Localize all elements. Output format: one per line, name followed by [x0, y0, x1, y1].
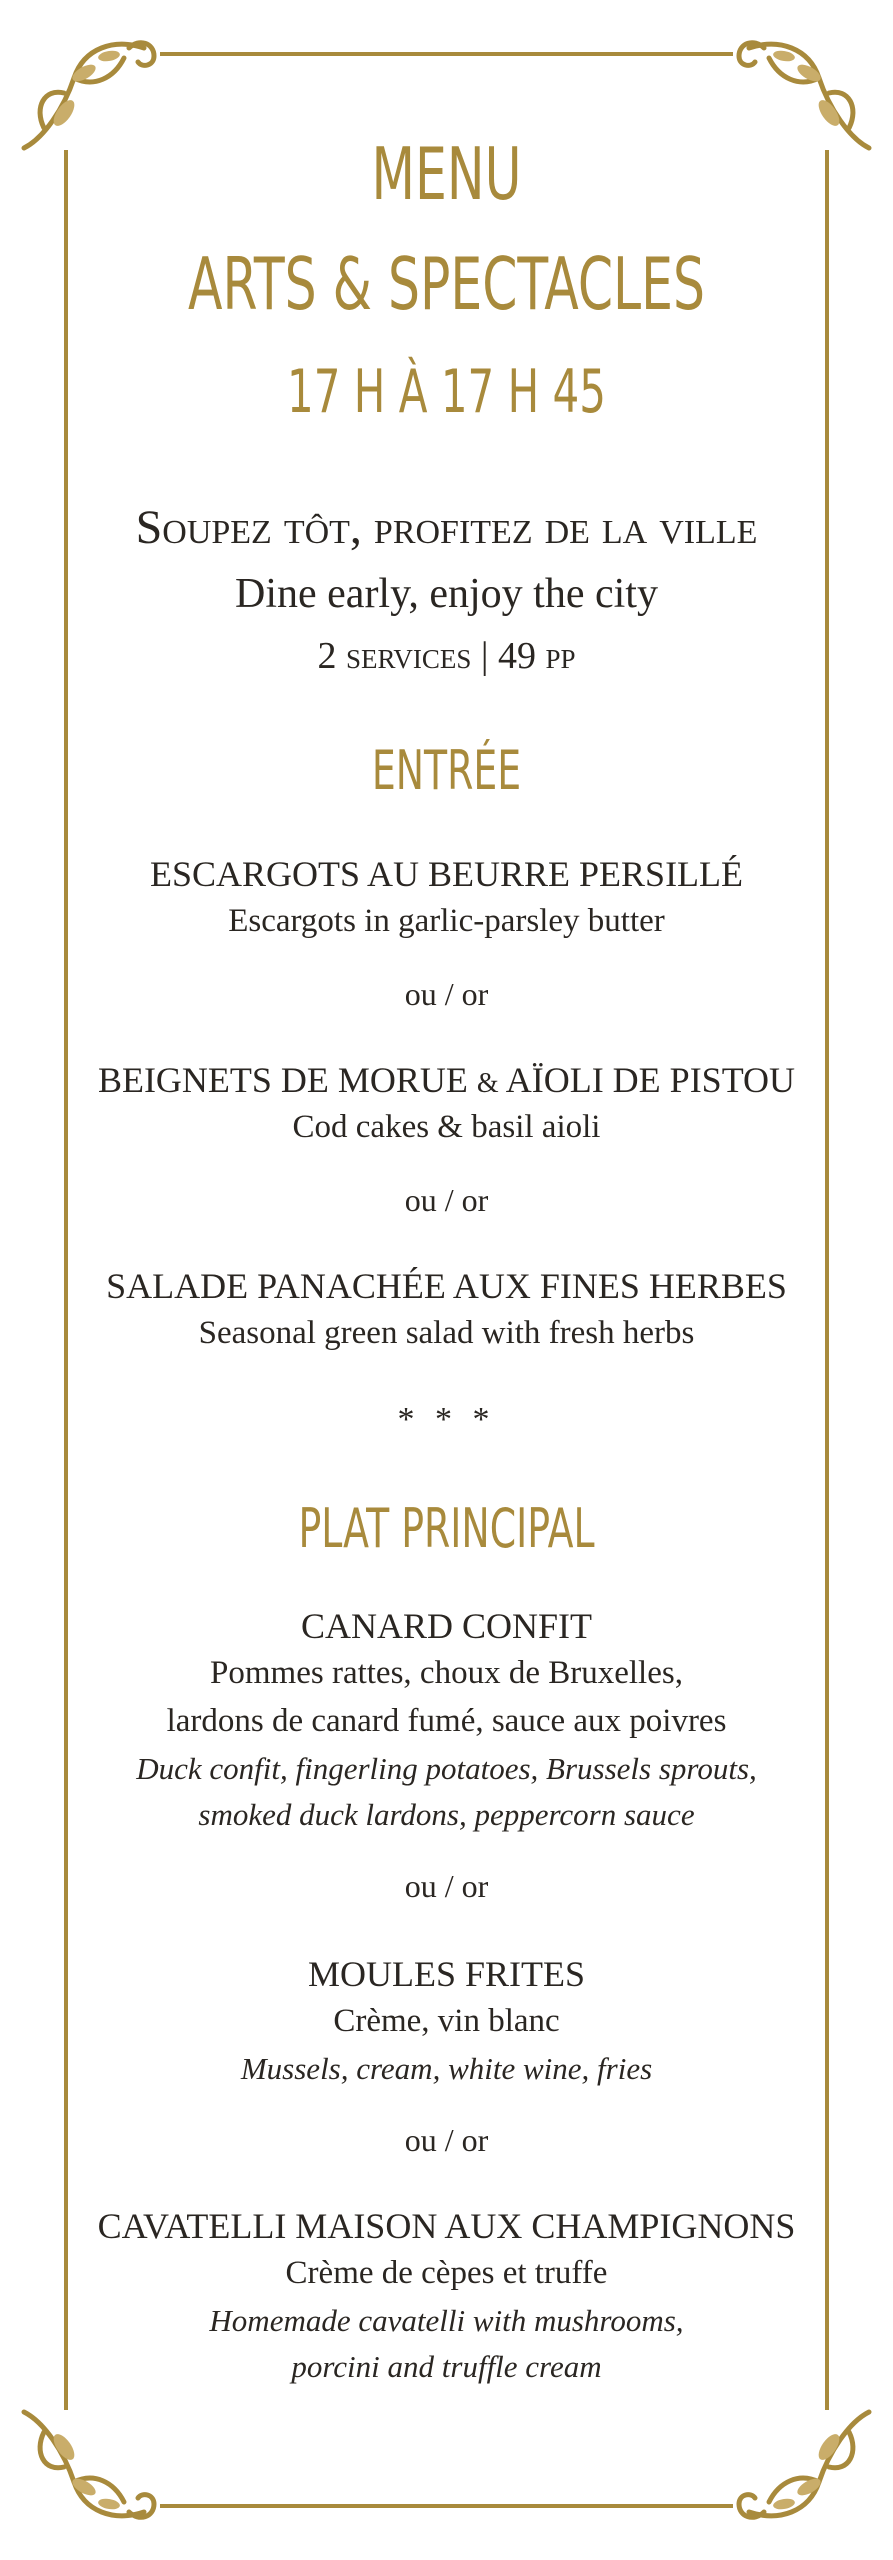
dish-description-fr: Crème, vin blanc	[333, 2003, 560, 2039]
dish-title: SALADE PANACHÉE AUX FINES HERBES	[106, 1266, 787, 1306]
dish-title: ESCARGOTS AU BEURRE PERSILLÉ	[149, 854, 744, 894]
or-separator: ou / or	[404, 2122, 489, 2158]
or-separator: ou / or	[404, 976, 489, 1012]
corner-flourish-icon	[14, 2392, 164, 2542]
dish-description: Escargots in garlic-parsley butter	[228, 903, 665, 939]
dish-description-en: Mussels, cream, white wine, fries	[240, 2051, 653, 2086]
menu-title: MENU	[371, 132, 522, 216]
tagline-french: Soupez tôt, profitez de la ville	[135, 501, 758, 554]
price: 49 pp	[497, 635, 576, 677]
frame-bottom-line	[160, 2504, 733, 2508]
corner-flourish-icon	[729, 2392, 879, 2542]
price-separator: |	[480, 635, 489, 677]
section-heading-plat: PLAT PRINCIPAL	[298, 1497, 595, 1560]
tagline-english: Dine early, enjoy the city	[235, 571, 658, 617]
dish-description-en: smoked duck lardons, peppercorn sauce	[198, 1797, 695, 1832]
section-heading-entree: ENTRÉE	[371, 739, 522, 802]
or-separator: ou / or	[404, 1868, 489, 1904]
dish-description-fr: Crème de cèpes et truffe	[285, 2255, 608, 2291]
or-separator: ou / or	[404, 1182, 489, 1218]
dish-description: Cod cakes & basil aioli	[292, 1109, 601, 1145]
dish-description-fr: Pommes rattes, choux de Bruxelles,	[210, 1655, 683, 1691]
dish-description: Seasonal green salad with fresh herbs	[198, 1315, 695, 1351]
menu-subtitle: ARTS & SPECTACLES	[188, 242, 705, 326]
dish-title: CAVATELLI MAISON AUX CHAMPIGNONS	[97, 2206, 796, 2246]
dish-description-en: Homemade cavatelli with mushrooms,	[209, 2303, 684, 2338]
frame-top-line	[160, 52, 733, 56]
dish-description-en: Duck confit, fingerling potatoes, Brussels sprouts,	[136, 1751, 757, 1786]
dish-description-fr: lardons de canard fumé, sauce aux poivres	[166, 1703, 727, 1739]
time-range: 17 H À 17 H 45	[287, 357, 606, 427]
dish-description-en: porcini and truffle cream	[291, 2349, 602, 2384]
section-divider: * * *	[397, 1401, 496, 1438]
dish-title: BEIGNETS DE MORUE & AÏOLI DE PISTOU	[97, 1060, 796, 1100]
dish-title: CANARD CONFIT	[300, 1606, 593, 1646]
services-count: 2 services	[317, 635, 472, 677]
price-line	[0, 630, 893, 682]
dish-title: MOULES FRITES	[307, 1954, 586, 1994]
